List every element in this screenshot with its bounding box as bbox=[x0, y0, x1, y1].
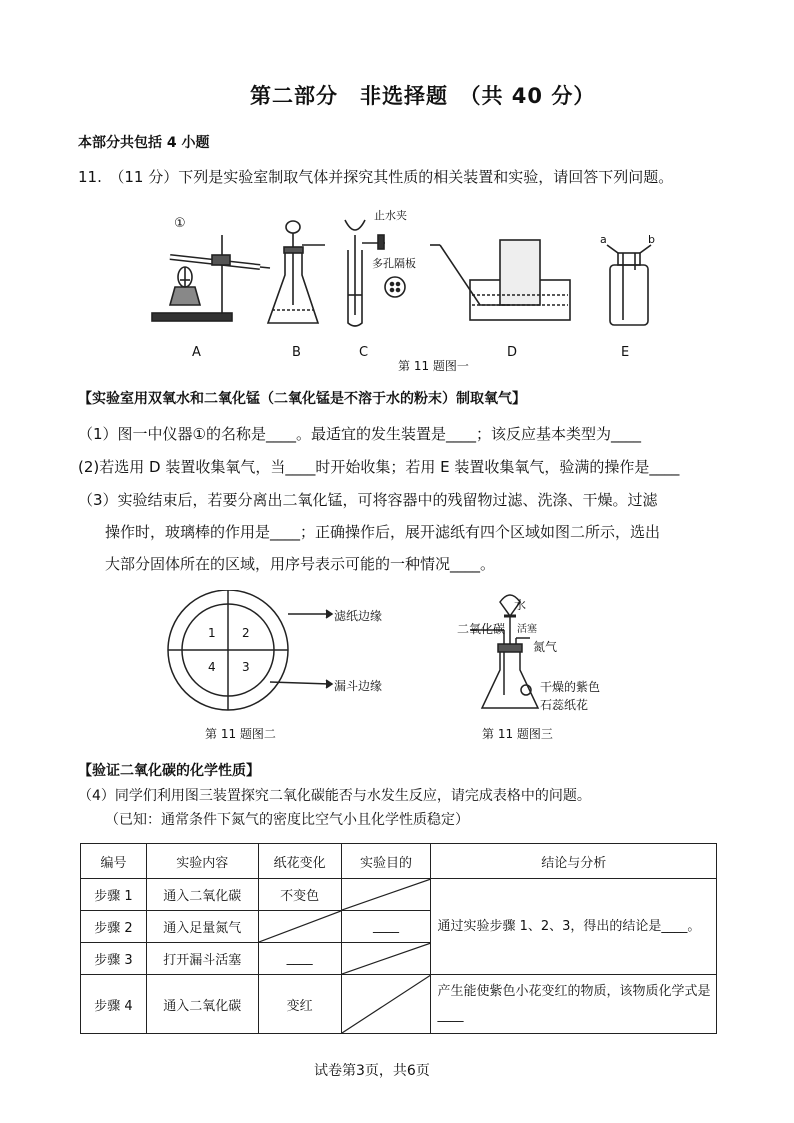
label-a: A bbox=[192, 345, 201, 360]
flower-label-2: 石蕊纸花 bbox=[540, 698, 589, 712]
row-purpose: ____ bbox=[341, 911, 431, 943]
apparatus-d bbox=[430, 240, 570, 320]
label-e: E bbox=[621, 345, 630, 360]
row-id: 步骤 3 bbox=[81, 943, 147, 975]
row-content: 通入足量氮气 bbox=[146, 911, 258, 943]
region-4: 4 bbox=[208, 660, 216, 674]
row-content: 打开漏斗活塞 bbox=[146, 943, 258, 975]
label-c: C bbox=[359, 345, 369, 360]
header-conclusion: 结论与分析 bbox=[431, 844, 717, 879]
apparatus-b bbox=[268, 221, 325, 323]
row-content: 通入二氧化碳 bbox=[146, 879, 258, 911]
question-3-line-2: 操作时，玻璃棒的作用是____；正确操作后，展开滤纸有四个区域如图二所示，选出 bbox=[105, 523, 661, 541]
question-3-line-1: （3）实验结束后，若要分离出二氧化锰，可将容器中的残留物过滤、洗涤、干燥。过滤 bbox=[78, 491, 658, 509]
valve-label: 活塞 bbox=[517, 624, 537, 635]
question-4: （4）同学们利用图三装置探究二氧化碳能否与水发生反应，请完成表格中的问题。 bbox=[78, 788, 591, 804]
row-id: 步骤 1 bbox=[81, 879, 147, 911]
header-content: 实验内容 bbox=[146, 844, 258, 879]
row-id: 步骤 4 bbox=[81, 975, 147, 1034]
diagonal-slash bbox=[342, 975, 431, 1033]
figure-1-caption: 第 11 题图一 bbox=[398, 359, 469, 373]
question-4-note: （已知：通常条件下氮气的密度比空气小且化学性质稳定） bbox=[105, 812, 469, 828]
label-d: D bbox=[507, 345, 518, 360]
row-purpose bbox=[341, 943, 431, 975]
row-purpose bbox=[341, 975, 431, 1034]
e-tube-a: a bbox=[600, 233, 607, 246]
flower-label-1: 干燥的紫色 bbox=[540, 680, 601, 694]
conclusion-cell-2: 产生能使紫色小花变红的物质，该物质化学式是____ bbox=[431, 975, 717, 1034]
row-purpose bbox=[341, 879, 431, 911]
question-11-intro: 11. （11 分）下列是实验室制取气体并探究其性质的相关装置和实验，请回答下列问题。 bbox=[78, 168, 674, 186]
header-change: 纸花变化 bbox=[258, 844, 341, 879]
figure-3-caption: 第 11 题图三 bbox=[482, 727, 553, 741]
row-change: 变红 bbox=[258, 975, 341, 1034]
region-2: 2 bbox=[242, 626, 250, 640]
question-1: （1）图一中仪器①的名称是____。最适宜的发生装置是____；该反应基本类型为____ bbox=[78, 425, 641, 443]
figure-2-caption: 第 11 题图二 bbox=[205, 727, 276, 741]
experiment-table bbox=[80, 843, 717, 1034]
apparatus-e bbox=[607, 245, 651, 325]
row-change: ____ bbox=[258, 943, 341, 975]
clamp-label: 止水夹 bbox=[374, 209, 407, 222]
header-id: 编号 bbox=[81, 844, 147, 879]
table-row bbox=[81, 879, 717, 911]
question-2: (2)若选用 D 装置收集氧气，当____时开始收集；若用 E 装置收集氧气，验满的操作是____ bbox=[78, 458, 680, 476]
row-content: 通入二氧化碳 bbox=[146, 975, 258, 1034]
marker-1: ① bbox=[174, 216, 186, 231]
header-purpose: 实验目的 bbox=[341, 844, 431, 879]
conclusion-cell-1: 通过实验步骤 1、2、3，得出的结论是____。 bbox=[431, 879, 717, 975]
nitrogen-label: 氮气 bbox=[533, 640, 558, 654]
apparatus-a bbox=[152, 235, 270, 321]
filter-paper-edge-label: 滤纸边缘 bbox=[334, 609, 383, 623]
label-b: B bbox=[292, 345, 301, 360]
region-3: 3 bbox=[242, 660, 250, 674]
question-3-line-3: 大部分固体所在的区域，用序号表示可能的一种情况____。 bbox=[105, 555, 496, 573]
page-footer: 试卷第3页，共6页 bbox=[314, 1063, 430, 1079]
diagonal-slash bbox=[259, 911, 341, 942]
co2-label: 二氧化碳 bbox=[457, 622, 506, 636]
page-title: 第二部分 非选择题 （共 40 分） bbox=[250, 84, 596, 108]
section-note: 本部分共包括 4 小题 bbox=[78, 135, 210, 151]
row-id: 步骤 2 bbox=[81, 911, 147, 943]
row-change: 不变色 bbox=[258, 879, 341, 911]
heading-oxygen: 【实验室用双氧水和二氧化锰（二氧化锰是不溶于水的粉末）制取氧气】 bbox=[78, 391, 526, 407]
apparatus-c bbox=[345, 220, 405, 326]
region-1: 1 bbox=[208, 626, 216, 640]
figure-1-apparatus bbox=[140, 205, 660, 365]
heading-co2: 【验证二氧化碳的化学性质】 bbox=[78, 763, 260, 779]
funnel-edge-label: 漏斗边缘 bbox=[334, 679, 383, 693]
diagonal-slash bbox=[342, 943, 431, 974]
table-header-row bbox=[81, 844, 717, 879]
table-row bbox=[81, 975, 717, 1034]
water-label: 水 bbox=[514, 598, 527, 612]
e-tube-b: b bbox=[648, 233, 655, 246]
diagonal-slash bbox=[342, 879, 431, 910]
row-change bbox=[258, 911, 341, 943]
porous-plate-label: 多孔隔板 bbox=[372, 257, 416, 270]
